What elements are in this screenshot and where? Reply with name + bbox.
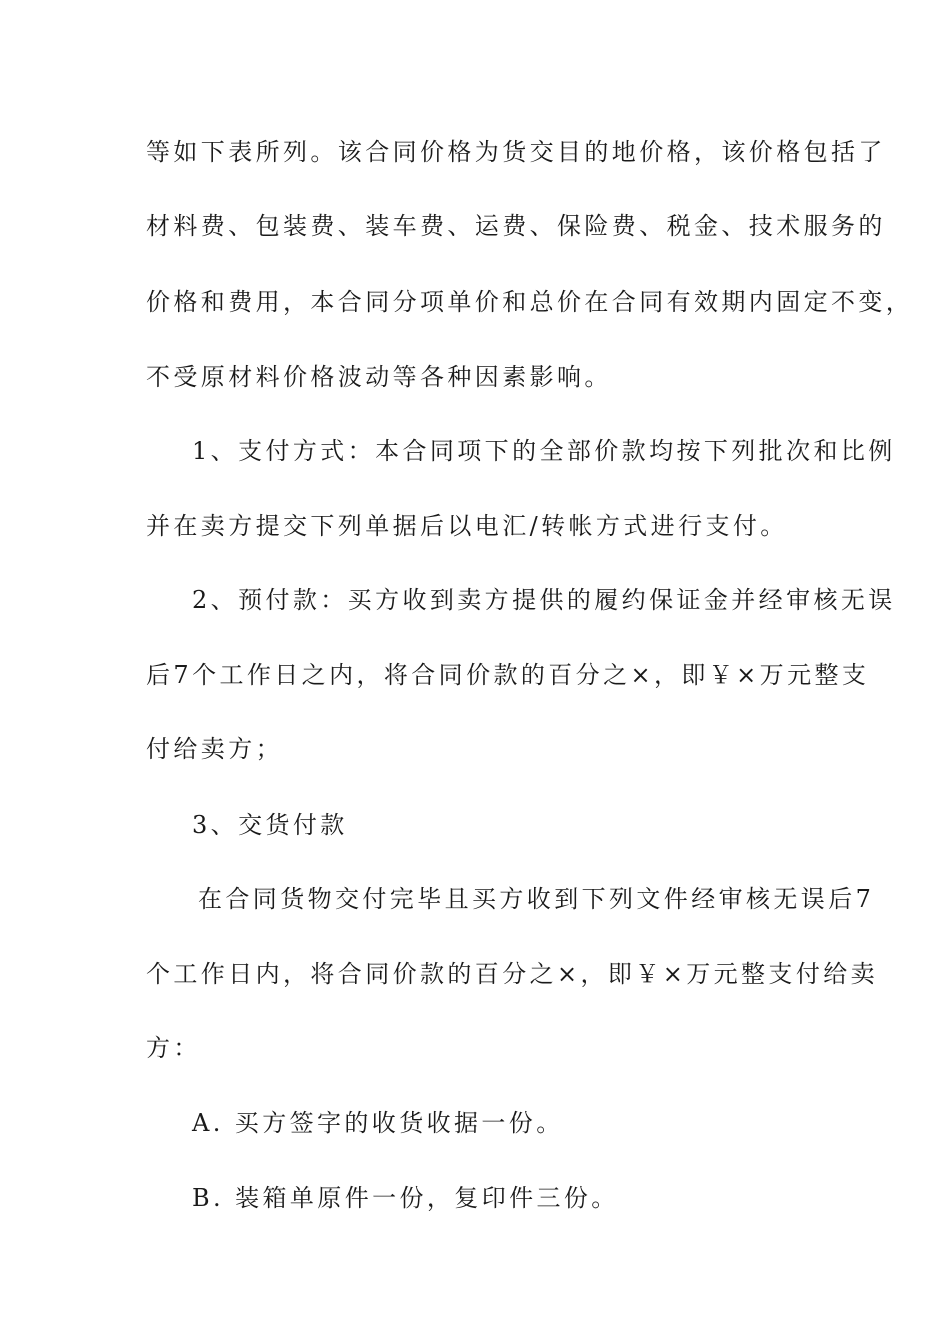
paragraph-line: 并在卖方提交下列单据后以电汇/转帐方式进行支付。 xyxy=(146,512,788,540)
paragraph-line: 后7个工作日之内，将合同价款的百分之×，即￥×万元整支 xyxy=(146,661,870,689)
paragraph-line: 不受原材料价格波动等各种因素影响。 xyxy=(146,363,612,391)
paragraph-line: 在合同货物交付完毕且买方收到下列文件经审核无误后7 xyxy=(198,885,875,913)
list-item: A. 买方签字的收货收据一份。 xyxy=(192,1109,564,1137)
paragraph-line: 方： xyxy=(146,1034,201,1062)
paragraph-line: 等如下表所列。该合同价格为货交目的地价格，该价格包括了 xyxy=(146,138,886,166)
paragraph-line: 付给卖方； xyxy=(146,735,283,763)
section-heading: 3、交货付款 xyxy=(192,811,348,839)
paragraph-line: 价格和费用，本合同分项单价和总价在合同有效期内固定不变， xyxy=(146,288,914,316)
paragraph-line: 材料费、包装费、装车费、运费、保险费、税金、技术服务的 xyxy=(146,212,886,240)
paragraph-line: 个工作日内，将合同价款的百分之×，即￥×万元整支付给卖 xyxy=(146,960,879,988)
list-item: B. 装箱单原件一份，复印件三份。 xyxy=(192,1184,619,1212)
paragraph-line: 1、支付方式：本合同项下的全部价款均按下列批次和比例 xyxy=(192,437,896,465)
paragraph-line: 2、预付款：买方收到卖方提供的履约保证金并经审核无误 xyxy=(192,586,896,614)
